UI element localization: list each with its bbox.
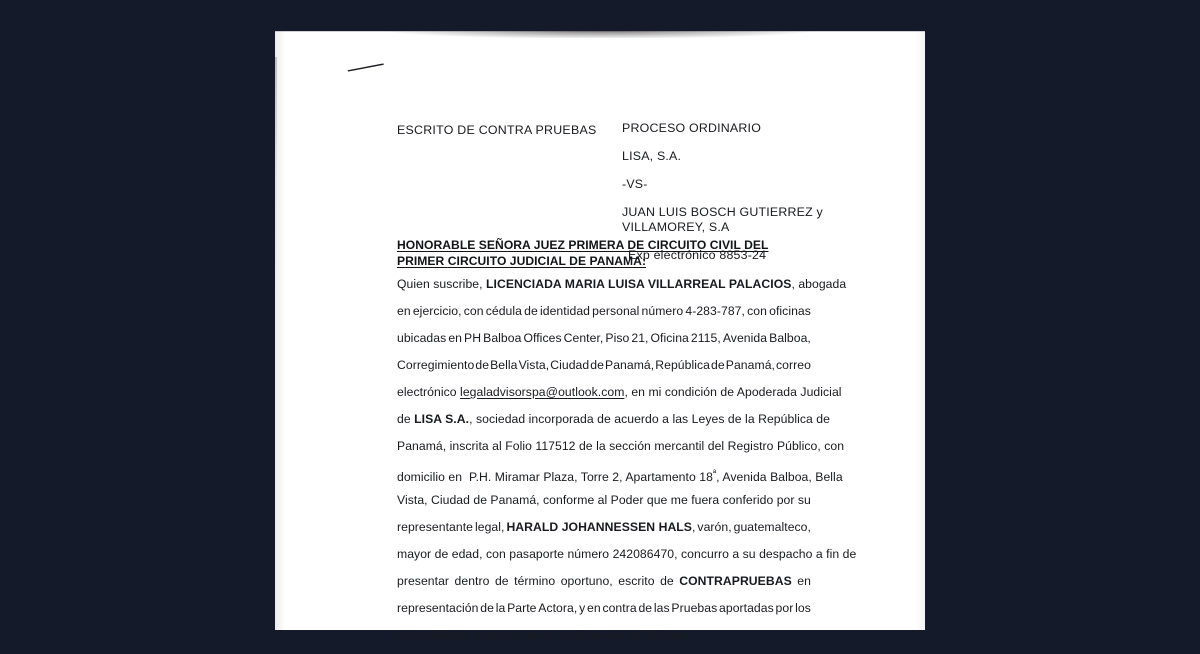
body-segment: de — [397, 412, 415, 426]
body-word: de — [711, 358, 725, 372]
caption-defendant-line1: JUAN LUIS BOSCH GUTIERREZ y — [622, 205, 823, 219]
body-word: de — [494, 574, 509, 588]
body-word: las — [653, 601, 670, 615]
body-word: Ciudad — [431, 493, 470, 507]
caption-expediente: Exp electrónico 8853-24 — [628, 248, 767, 262]
body-word: con — [463, 304, 484, 318]
body-line — [397, 438, 845, 465]
body-word: me — [670, 493, 688, 507]
body-line — [397, 330, 811, 357]
body-word: Actora, — [538, 601, 578, 615]
body-segment: legaladvisorspa@outlook.com — [460, 385, 625, 399]
body-word: varón, — [697, 520, 732, 534]
body-line — [397, 600, 811, 627]
body-line — [397, 627, 811, 654]
body-word: Ciudad — [550, 358, 590, 372]
body-word: Pruebas — [671, 601, 718, 615]
document-body-paragraph — [397, 276, 857, 654]
body-word: 2115, — [690, 331, 721, 345]
body-line — [397, 411, 830, 438]
body-word: escrito — [618, 574, 655, 588]
body-line — [397, 573, 811, 600]
body-word: Avenida — [722, 331, 768, 345]
body-word: ubicadas — [397, 331, 447, 345]
heading-line-2: CIRCUITO JUDICIAL DE PANAMA: — [447, 254, 647, 268]
body-word: de — [590, 358, 604, 372]
body-word: en — [797, 574, 811, 588]
body-word: HARALD JOHANNESSEN HALS, — [506, 520, 696, 534]
body-word: representante — [397, 520, 473, 534]
body-word: Parte — [507, 601, 537, 615]
body-word: número — [641, 304, 684, 318]
body-word: legal, — [474, 520, 505, 534]
body-word: Offices — [523, 331, 562, 345]
body-segment: , en mi condición de Apoderada Judicial — [624, 385, 842, 399]
body-segment: , sociedad incorporada de acuerdo a las Leyes de la República de — [469, 412, 830, 426]
body-word: de — [638, 601, 653, 615]
body-line — [397, 276, 847, 303]
body-line — [397, 384, 842, 411]
body-word: Poder — [610, 493, 644, 507]
body-word: con — [747, 304, 767, 318]
body-word: correo — [776, 358, 811, 372]
caption-defendant-line2: VILLAMOREY, S.A — [622, 220, 730, 234]
body-word: la — [495, 601, 506, 615]
body-word: PH — [464, 331, 482, 345]
caption-proceso-type: PROCESO ORDINARIO — [622, 121, 762, 135]
caption-versus: -VS- — [622, 177, 648, 191]
body-word: Oficina — [650, 331, 689, 345]
body-word: aportadas — [719, 601, 774, 615]
body-word: en — [586, 601, 601, 615]
body-word: al — [597, 493, 608, 507]
body-word: República — [655, 358, 710, 372]
body-segment: ª — [712, 468, 717, 478]
body-word: representación — [397, 601, 479, 615]
body-word: Piso — [605, 331, 630, 345]
body-word: 4-283-787, — [685, 304, 745, 318]
body-word: oportuno, — [560, 574, 613, 588]
body-word: de — [480, 601, 494, 615]
body-word: término — [514, 574, 556, 588]
body-word: de — [524, 304, 538, 318]
body-line — [397, 303, 811, 330]
body-word: que — [646, 493, 668, 507]
body-word: Balboa — [483, 331, 522, 345]
body-word: oficinas — [769, 304, 811, 318]
body-word: CONTRAPRUEBAS — [679, 574, 792, 588]
body-word: los — [795, 601, 811, 615]
body-word: guatemalteco, — [733, 520, 811, 534]
body-line — [397, 519, 811, 546]
body-word: presentar — [397, 574, 450, 588]
body-line — [397, 546, 857, 573]
body-word: dentro — [454, 574, 490, 588]
body-word: de — [660, 574, 674, 588]
document-text-layer — [275, 31, 925, 642]
body-segment: mayor de edad, con pasaporte número 242086470, concurro a su despacho a fin de — [397, 547, 857, 561]
body-segment: LICENCIADA MARIA LUISA VILLARREAL PALACIOS — [486, 277, 792, 291]
body-segment: demandados; mismas que a continuación detallamos: — [397, 628, 691, 642]
body-line — [397, 357, 811, 384]
body-word: Panamá, — [490, 493, 540, 507]
body-word: Center, — [563, 331, 604, 345]
body-segment: Quien suscribe, — [397, 277, 487, 291]
body-word: en — [448, 331, 462, 345]
body-word: de — [475, 358, 490, 372]
body-segment: electrónico — [397, 385, 461, 399]
body-word: por — [775, 601, 794, 615]
body-segment: LISA S.A. — [414, 412, 470, 426]
caption-plaintiff: LISA, S.A. — [622, 149, 682, 163]
scanned-document-page — [275, 31, 925, 642]
body-line — [397, 492, 811, 519]
body-word: cédula — [485, 304, 522, 318]
heading-line-1: HONORABLE SEÑORA JUEZ PRIMERA DE CIRCUITO CIVIL DEL PRIMER — [397, 238, 769, 268]
body-line — [397, 465, 843, 492]
body-word: personal — [592, 304, 640, 318]
body-word: conferido — [722, 493, 774, 507]
document-heading — [397, 237, 792, 269]
body-word: fuera — [691, 493, 720, 507]
body-word: ejercicio, — [412, 304, 462, 318]
body-word: Bella — [490, 358, 518, 372]
caption-left-title: ESCRITO DE CONTRA PRUEBAS — [397, 123, 597, 137]
body-word: en — [397, 304, 411, 318]
body-segment: Panamá, inscrita al Folio 117512 de la sección mercantil del Registro Público, con — [397, 439, 845, 453]
body-word: Vista, — [518, 358, 550, 372]
body-word: de — [473, 493, 488, 507]
body-word: su — [797, 493, 811, 507]
body-segment: domicilio en P.H. Miramar Plaza, Torre 2, Apartamento 18 — [397, 470, 713, 485]
body-word: por — [776, 493, 795, 507]
body-word: identidad — [539, 304, 590, 318]
body-word: Vista, — [397, 493, 428, 507]
body-word: Panamá, — [725, 358, 775, 372]
body-word: Corregimiento — [397, 358, 475, 372]
body-word: conforme — [543, 493, 595, 507]
body-word: Panamá, — [605, 358, 655, 372]
body-segment: , Avenida Balboa, Bella — [716, 470, 843, 485]
body-word: y — [579, 601, 586, 615]
body-word: contra — [602, 601, 637, 615]
body-word: Balboa, — [769, 331, 811, 345]
body-word: 21, — [631, 331, 649, 345]
body-segment: , abogada — [791, 277, 847, 291]
